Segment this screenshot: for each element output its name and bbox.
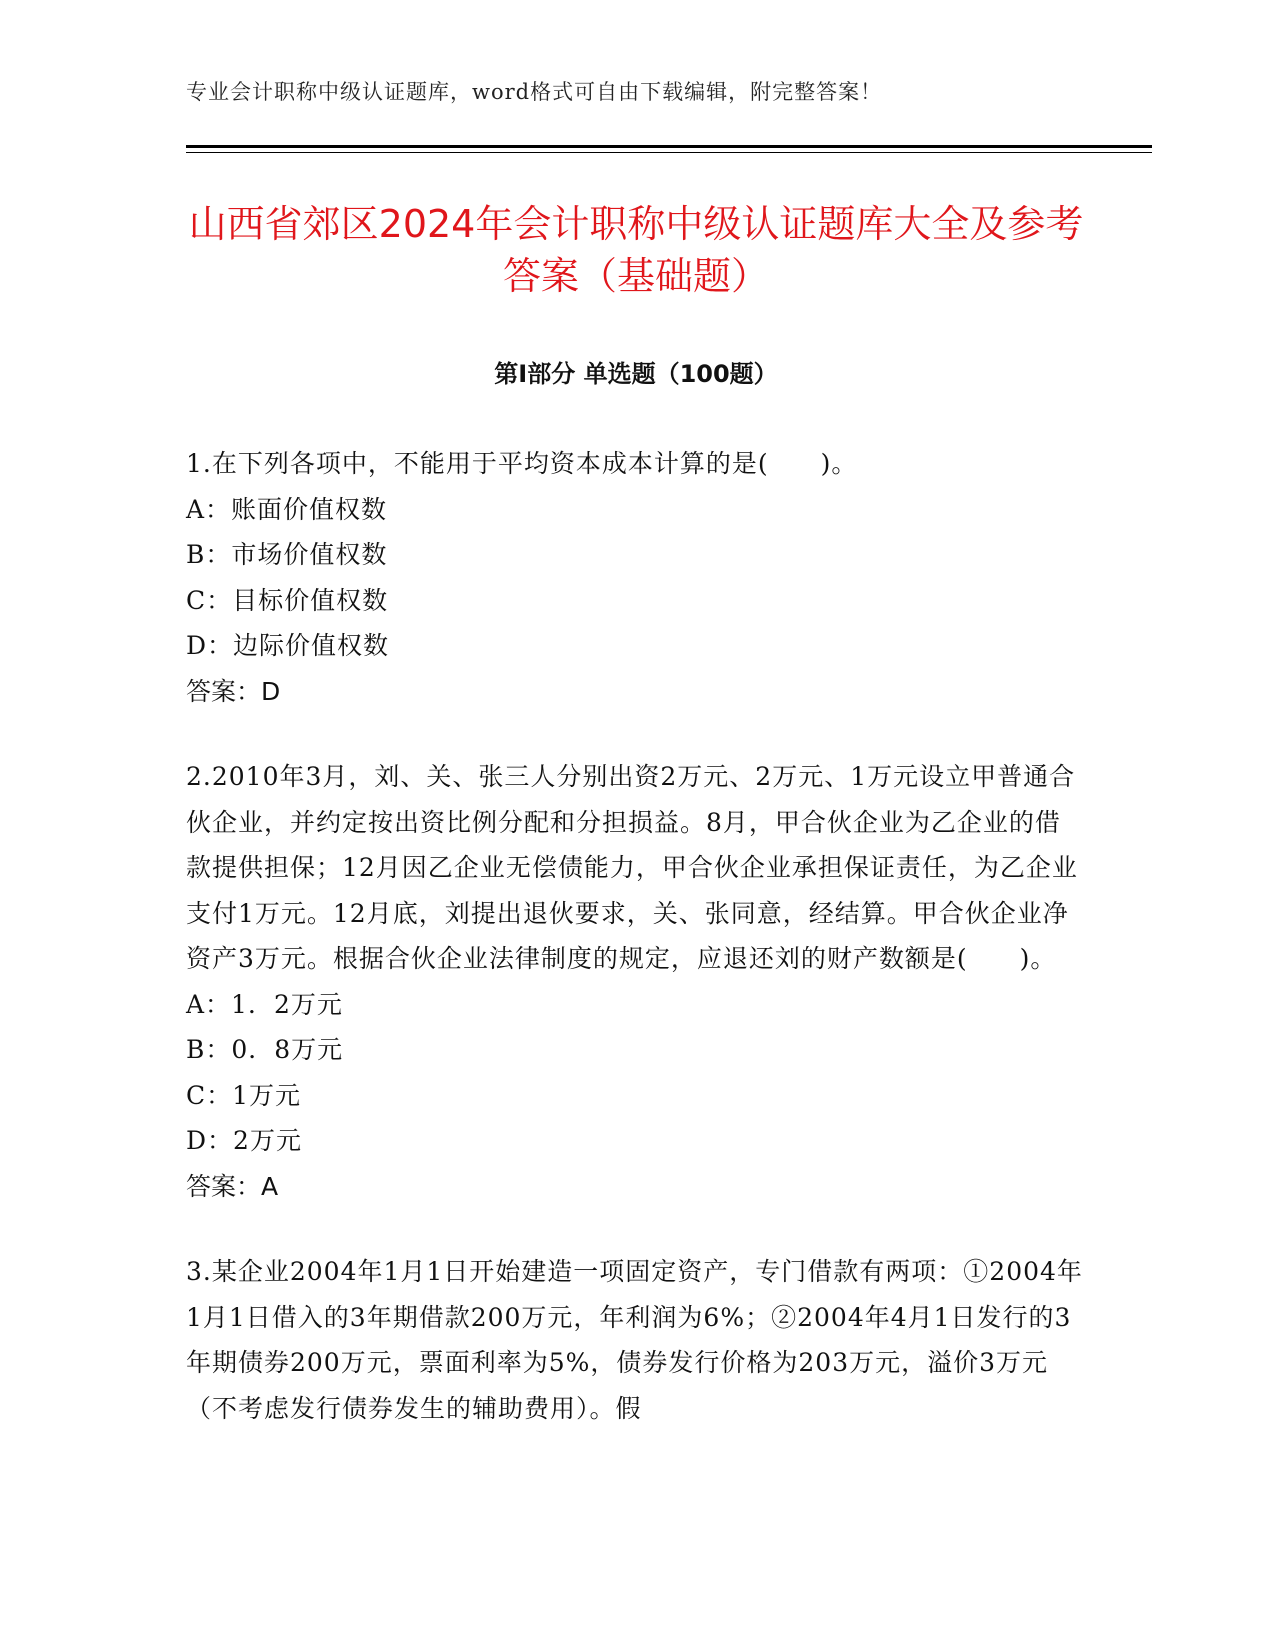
- question-1: [186, 441, 1086, 714]
- option-d: D：边际价值权数: [186, 631, 390, 660]
- section-title: 第Ⅰ部分 单选题（100题）: [494, 360, 778, 388]
- question-3: [186, 1249, 1086, 1431]
- answer: 答案：D: [186, 676, 281, 706]
- option-a: A：账面价值权数: [186, 494, 388, 524]
- question-stem: 3.某企业2004年1月1日开始建造一项固定资产，专门借款有两项：①2004年1月1日借入的3年期借款200万元，年利润为6%；②2004年4月1日发行的3年期债券200万元，票面利率为5%，债券发行价格为203万元，溢价3万元（不考虑发行债券发生的辅助费用）。假: [186, 1257, 1083, 1423]
- option-c: C：目标价值权数: [186, 585, 389, 615]
- option-b: B：市场价值权数: [186, 540, 388, 569]
- option-a: A：1．2万元: [186, 989, 343, 1019]
- header-rule: [186, 145, 1152, 148]
- option-c: C：1万元: [186, 1080, 302, 1110]
- question-list: [186, 441, 1086, 1471]
- question-2: [186, 754, 1086, 1209]
- question-stem: 1.在下列各项中，不能用于平均资本成本计算的是( )。: [186, 449, 858, 478]
- page-header: 专业会计职称中级认证题库，word格式可自由下载编辑，附完整答案！: [186, 80, 883, 104]
- document-title: 山西省郊区2024年会计职称中级认证题库大全及参考答案（基础题）: [188, 202, 1084, 298]
- option-d: D：2万元: [186, 1126, 302, 1155]
- question-stem: 2.2010年3月，刘、关、张三人分别出资2万元、2万元、1万元设立甲普通合伙企业，并约定按出资比例分配和分担损益。8月，甲合伙企业为乙企业的借款提供担保；12月因乙企业无偿债能力，甲合伙企业承担保证责任，为乙企业支付1万元。12月底，刘提出退伙要求，关、张同意，经结算。甲合伙企业净资产3万元。根据合伙企业法律制度的规定，应退还刘的财产数额是( )。: [186, 762, 1078, 973]
- option-b: B：0．8万元: [186, 1035, 344, 1064]
- answer: 答案：A: [186, 1171, 279, 1201]
- header-rule-thin: [186, 152, 1152, 153]
